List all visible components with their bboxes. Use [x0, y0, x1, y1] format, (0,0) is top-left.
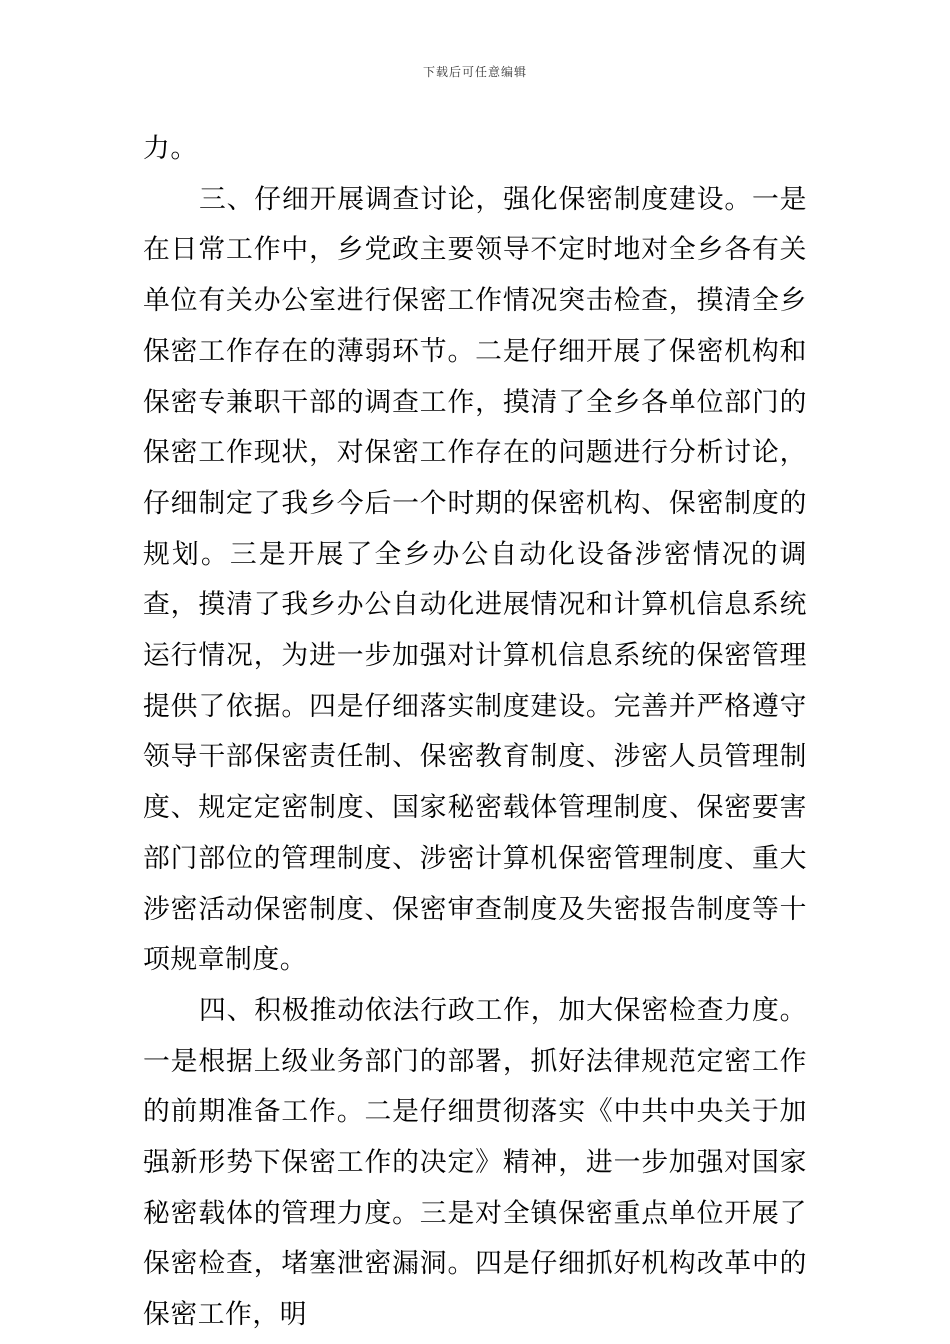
paragraph-section-three: 三、仔细开展调查讨论，强化保密制度建设。一是在日常工作中，乡党政主要领导不定时地对全乡各有关单位有关办公室进行保密工作情况突击检查，摸清全乡保密工作存在的薄弱环节。二是仔细开展了保密机构和保密专兼职干部的调查工作，摸清了全乡各单位部门的保密工作现状，对保密工作存在的问题进行分析讨论，仔细制定了我乡今后一个时期的保密机构、保密制度的规划。三是开展了全乡办公自动化设备涉密情况的调查，摸清了我乡办公自动化进展情况和计算机信息系统运行情况，为进一步加强对计算机信息系统的保密管理提供了依据。四是仔细落实制度建设。完善并严格遵守领导干部保密责任制、保密教育制度、涉密人员管理制度、规定定密制度、国家秘密载体管理制度、保密要害部门部位的管理制度、涉密计算机保密管理制度、重大涉密活动保密制度、保密审查制度及失密报告制度等十项规章制度。 [143, 183, 807, 976]
paragraph-section-four: 四、积极推动依法行政工作，加大保密检查力度。一是根据上级业务部门的部署，抓好法律规范定密工作的前期准备工作。二是仔细贯彻落实《中共中央关于加强新形势下保密工作的决定》精神，进一步加强对国家秘密载体的管理力度。三是对全镇保密重点单位开展了保密检查，堵塞泄密漏洞。四是仔细抓好机构改革中的保密工作，明 [143, 994, 807, 1331]
page-header: 下载后可任意编辑 [422, 65, 527, 79]
paragraph-continuation: 力。 [143, 133, 198, 164]
document-body [143, 124, 807, 1341]
